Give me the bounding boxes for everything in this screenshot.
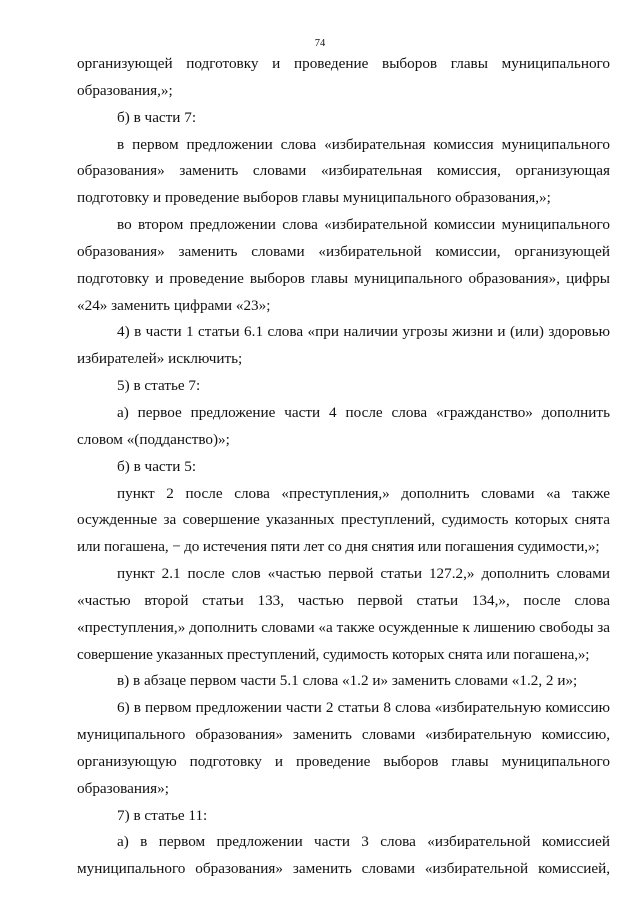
paragraph-6 — [77, 373, 610, 400]
text-line: в) в абзаце первом части 5.1 слова «1.2 и» заменить словами «1.2, 2 и»; — [117, 672, 578, 690]
paragraph-8 — [77, 454, 610, 481]
paragraph-9 — [77, 481, 610, 562]
text-line: образования» заменить словами «избирательная комиссия, организующая — [77, 162, 610, 180]
paragraph-7 — [77, 400, 610, 454]
page-number: 74 — [314, 38, 326, 49]
paragraph-3 — [77, 132, 610, 213]
text-line: б) в части 5: — [117, 457, 197, 475]
text-line: б) в части 7: — [117, 108, 197, 126]
text-line: а) в первом предложении части 3 слова «избирательной комиссией — [117, 833, 610, 851]
text-line: подготовку и проведение выборов главы муниципального образования,»; — [77, 189, 551, 207]
text-line: организующей подготовку и проведение выборов главы муниципального — [77, 55, 610, 72]
text-line: во втором предложении слова «избирательной комиссии муниципального — [117, 216, 610, 234]
text-line: а) первое предложение части 4 после слова «гражданство» дополнить — [117, 403, 610, 421]
paragraph-5 — [77, 319, 610, 373]
text-line: муниципального образования» заменить словами «избирательной комиссией, — [77, 860, 610, 878]
text-line: 4) в части 1 статьи 6.1 слова «при наличии угрозы жизни и (или) здоровью — [117, 323, 610, 341]
text-line: в первом предложении слова «избирательная комиссия муниципального — [117, 135, 610, 153]
paragraph-14 — [77, 829, 610, 883]
text-line: осужденные за совершение указанных преступлений, судимость которых снята — [77, 511, 610, 529]
text-line: образования,»; — [77, 81, 173, 99]
text-line: организующую подготовку и проведение выборов главы муниципального — [77, 752, 610, 770]
text-line: муниципального образования» заменить словами «избирательную комиссию, — [77, 726, 610, 744]
text-line: пункт 2.1 после слов «частью первой статьи 127.2,» дополнить словами — [117, 565, 610, 583]
paragraph-2 — [77, 105, 610, 132]
text-line: «частью второй статьи 133, частью первой статьи 134,», после слова — [77, 591, 610, 609]
paragraph-13 — [77, 803, 610, 830]
text-line: подготовку и проведение выборов главы муниципального образования», цифры — [77, 269, 610, 287]
paragraph-12 — [77, 695, 610, 802]
text-line: 6) в первом предложении части 2 статьи 8 слова «избирательную комиссию — [117, 699, 610, 717]
text-line: пункт 2 после слова «преступления,» дополнить словами «а также — [117, 484, 610, 502]
text-line: или погашена, − до истечения пяти лет со дня снятия или погашения судимости,»; — [77, 538, 600, 556]
paragraph-11 — [77, 668, 610, 695]
text-line: «24» заменить цифрами «23»; — [77, 296, 271, 314]
text-line: образования»; — [77, 779, 169, 797]
text-line: 5) в статье 7: — [117, 377, 201, 395]
paragraph-10 — [77, 561, 610, 668]
text-line: образования» заменить словами «избирательной комиссии, организующей — [77, 242, 610, 260]
text-line: совершение указанных преступлений, судимость которых снята или погашена,»; — [77, 645, 590, 663]
paragraph-4 — [77, 212, 610, 319]
paragraph-1 — [77, 51, 610, 105]
text-line: словом «(подданство)»; — [77, 430, 230, 448]
text-line: избирателей» исключить; — [77, 350, 243, 368]
text-line: «преступления,» дополнить словами «а также осужденные к лишению свободы за — [77, 618, 610, 636]
text-line: 7) в статье 11: — [117, 806, 208, 824]
document-body — [77, 51, 610, 883]
